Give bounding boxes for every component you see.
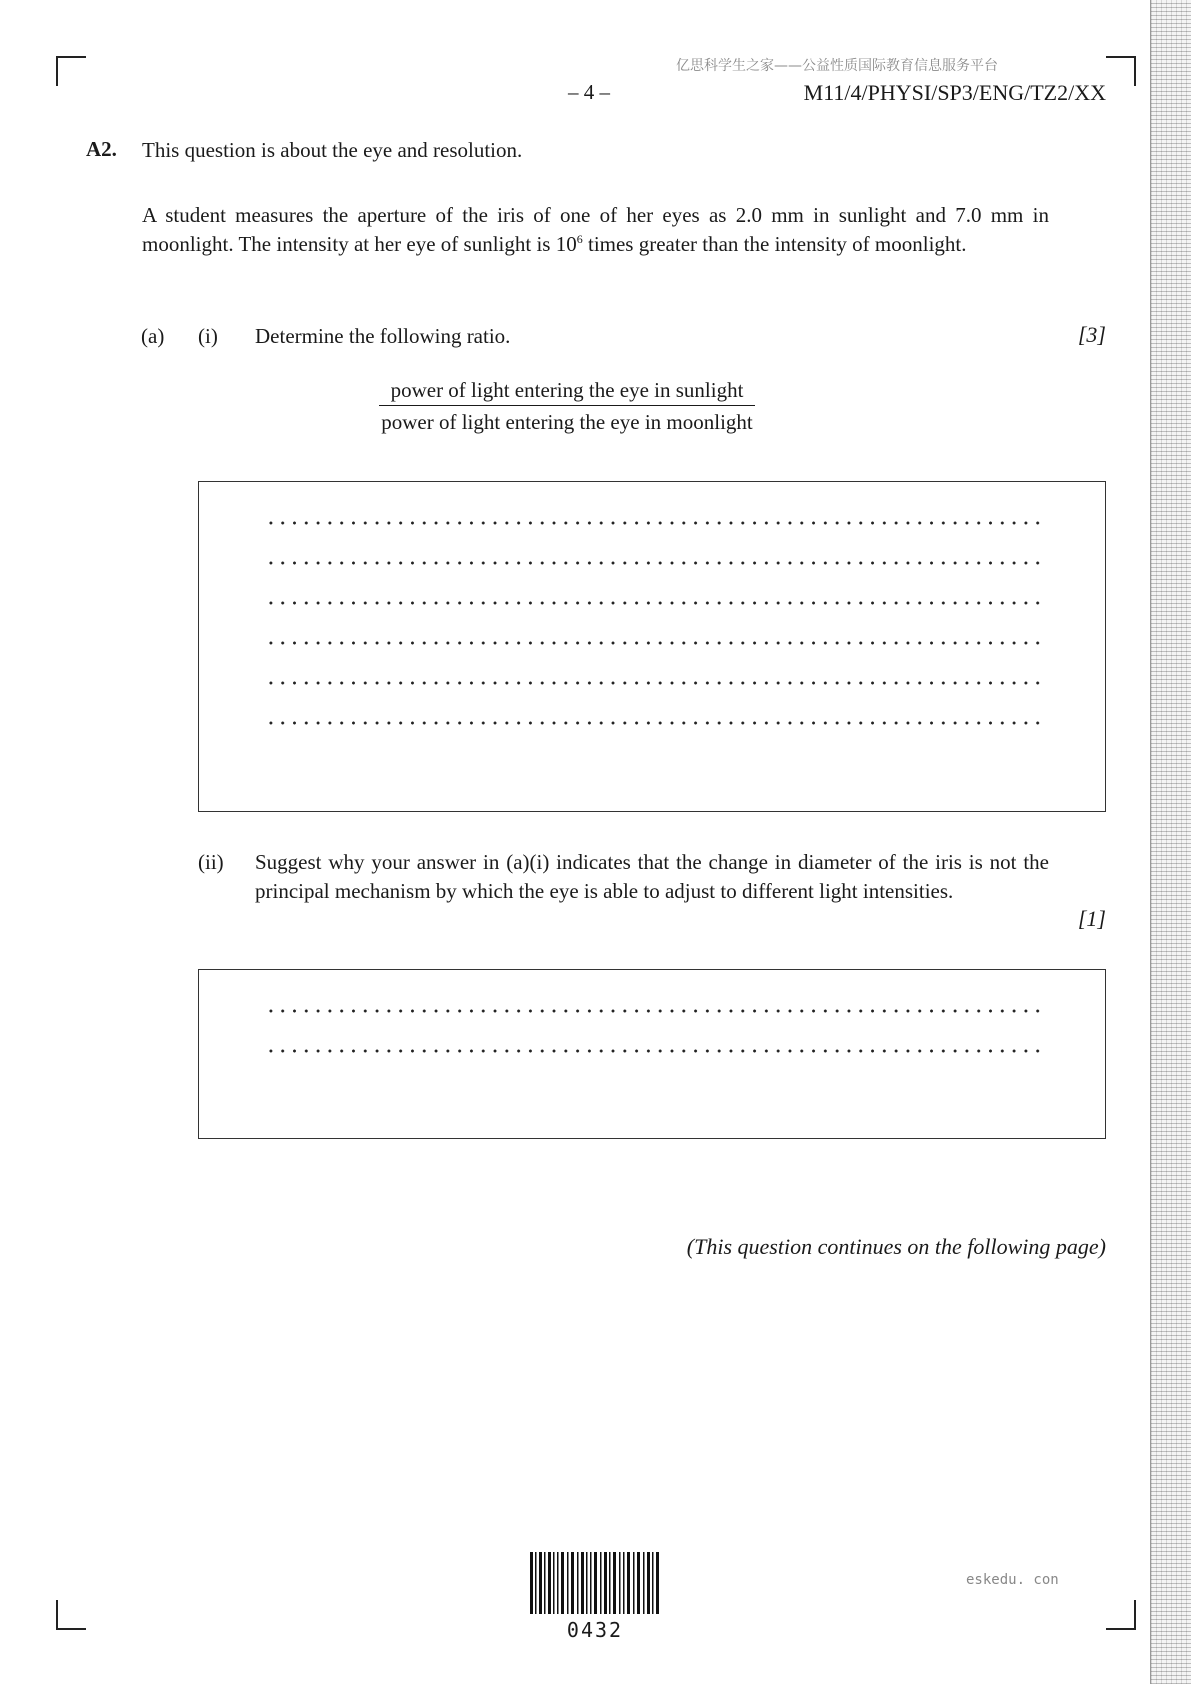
- question-stem: [142, 201, 1049, 259]
- answer-line[interactable]: [265, 681, 1041, 685]
- crop-mark-bottom-right: [1106, 1600, 1136, 1630]
- ratio-fraction: [354, 378, 780, 435]
- part-a-i-label: (i): [198, 324, 218, 348]
- answer-line[interactable]: [265, 561, 1041, 565]
- crop-mark-top-right: [1106, 56, 1136, 86]
- part-a-i-prompt: Determine the following ratio.: [255, 324, 511, 348]
- continues-note: (This question continues on the following page): [686, 1234, 1106, 1259]
- crop-mark-top-left: [56, 56, 86, 86]
- part-a-ii-prompt: Suggest why your answer in (a)(i) indicates that the change in diameter of the iris is not the principal mechanism by which the eye is able to adjust to different light intensities.: [255, 850, 1049, 903]
- stem-text-end: times greater than the intensity of moonlight.: [582, 232, 967, 256]
- answer-line[interactable]: [265, 721, 1041, 725]
- question-intro: This question is about the eye and resolution.: [142, 138, 523, 162]
- answer-box-a-ii[interactable]: [198, 969, 1106, 1139]
- answer-box-a-i[interactable]: [198, 481, 1106, 812]
- paper-code: M11/4/PHYSI/SP3/ENG/TZ2/XX: [803, 80, 1106, 105]
- answer-line[interactable]: [265, 641, 1041, 645]
- question-number: A2.: [86, 137, 117, 161]
- barcode-number: 0432: [566, 1618, 624, 1642]
- barcode: [530, 1552, 660, 1616]
- page-number: – 4 –: [568, 80, 610, 104]
- answer-line[interactable]: [265, 521, 1041, 525]
- page-edge-strip: [1150, 0, 1191, 1684]
- stem-text: A student measures the aperture of the iris of one of her eyes as 2.0 mm in sunlight and 7.0 mm in moonlight. The intensity at her eye of sunlight is 10: [142, 203, 1049, 256]
- answer-line[interactable]: [265, 1009, 1041, 1013]
- answer-line[interactable]: [265, 601, 1041, 605]
- answer-line[interactable]: [265, 1049, 1041, 1053]
- watermark-text: 亿思科学生之家——公益性质国际教育信息服务平台: [676, 58, 998, 74]
- part-a-i-marks: [3]: [1077, 322, 1106, 347]
- part-a-ii-marks: [1]: [1077, 906, 1106, 931]
- stem-exponent: 6: [576, 232, 583, 246]
- ratio-numerator: power of light entering the eye in sunlight: [379, 378, 756, 406]
- part-a-label: (a): [141, 324, 165, 348]
- ratio-denominator: power of light entering the eye in moonlight: [381, 410, 753, 434]
- crop-mark-bottom-left: [56, 1600, 86, 1630]
- part-a-ii-label: (ii): [198, 850, 224, 874]
- site-watermark: eskedu. con: [966, 1572, 1059, 1588]
